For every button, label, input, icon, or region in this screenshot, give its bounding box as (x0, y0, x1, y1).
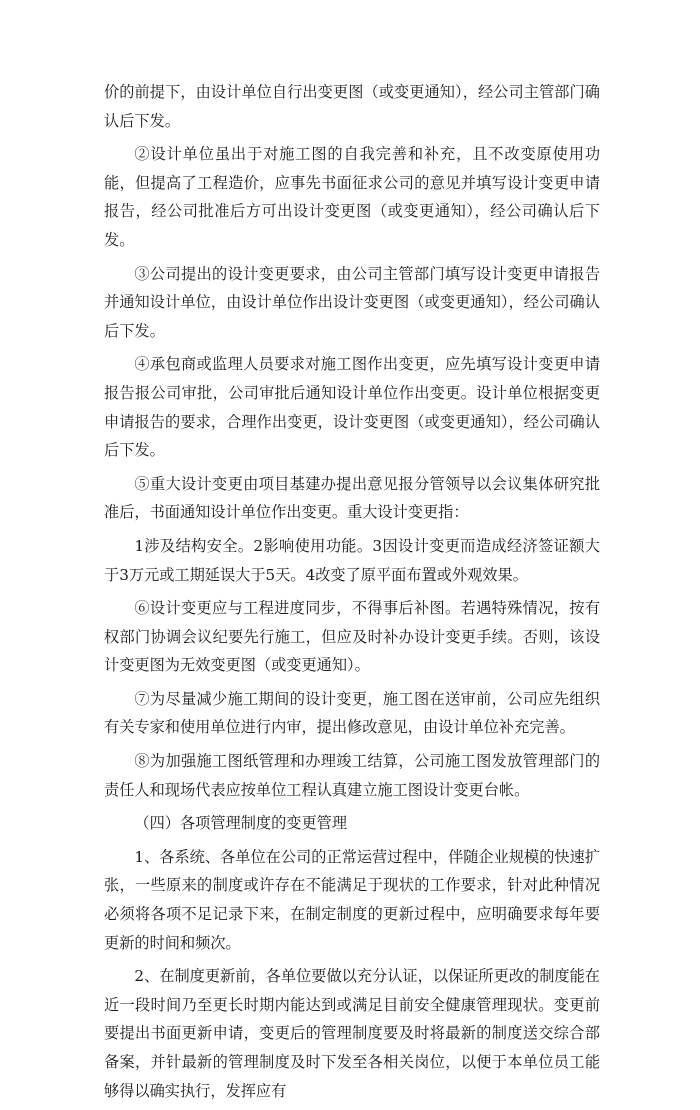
paragraph-1: 价的前提下，由设计单位自行出变更图（或变更通知），经公司主管部门确认后下发。 (104, 83, 600, 130)
paragraph-5: ⑤重大设计变更由项目基建办提出意见报分管领导以会议集体研究批准后，书面通知设计单位作出变更。重大设计变更指： (104, 474, 600, 522)
document-body (104, 78, 600, 1110)
paragraph-9: ⑧为加强施工图纸管理和办理竣工结算，公司施工图发放管理部门的责任人和现场代表应按单位工程认真建立施工图设计变更台帐。 (104, 752, 600, 799)
paragraph-11: 1、各系统、各单位在公司的正常运营过程中，伴随企业规模的快速扩张，一些原来的制度或许存在不能满足于现状的工作要求，针对此种情况必须将各项不足记录下来，在制定制度的更新过程中，应明确要求每年要更新的时间和频次。 (104, 847, 600, 952)
paragraph-8: ⑦为尽量减少施工期间的设计变更，施工图在送审前，公司应先组织有关专家和使用单位进行内审，提出修改意见，由设计单位补充完善。 (104, 689, 600, 737)
paragraph-2: ②设计单位虽出于对施工图的自我完善和补充，且不改变原使用功能，但提高了工程造价，应事先书面征求公司的意见并填写设计变更申请报告，经公司批准后方可出设计变更图（或变更通知），经公司确认后下发。 (104, 145, 600, 249)
section-heading: （四）各项管理制度的变更管理 (134, 814, 348, 833)
paragraph-3: ③公司提出的设计变更要求，由公司主管部门填写设计变更申请报告并通知设计单位，由设计单位作出设计变更图（或变更通知），经公司确认后下发。 (104, 264, 600, 340)
paragraph-4: ④承包商或监理人员要求对施工图作出变更，应先填写设计变更申请报告报公司审批，公司审批后通知设计单位作出变更。设计单位根据变更申请报告的要求，合理作出变更，设计变更图（或变更通知），经公司确认后下发。 (104, 355, 600, 460)
paragraph-6: 1涉及结构安全。2影响使用功能。3因设计变更而造成经济签证额大于3万元或工期延误大于5天。4改变了原平面布置或外观效果。 (104, 536, 600, 584)
paragraph-7: ⑥设计变更应与工程进度同步，不得事后补图。若遇特殊情况，按有权部门协调会议纪要先行施工，但应及时补办设计变更手续。否则，该设计变更图为无效变更图（或变更通知）。 (104, 599, 600, 675)
paragraph-12: 2、在制度更新前，各单位要做以充分认证，以保证所更改的制度能在近一段时间乃至更长时期内能达到或满足目前安全健康管理现状。变更前要提出书面更新申请，变更后的管理制度要及时将最新的制度送交综合部备案，并针最新的管理制度及时下发至各相关岗位，以便于本单位员工能够得以确实执行，发挥应有 (104, 967, 600, 1100)
